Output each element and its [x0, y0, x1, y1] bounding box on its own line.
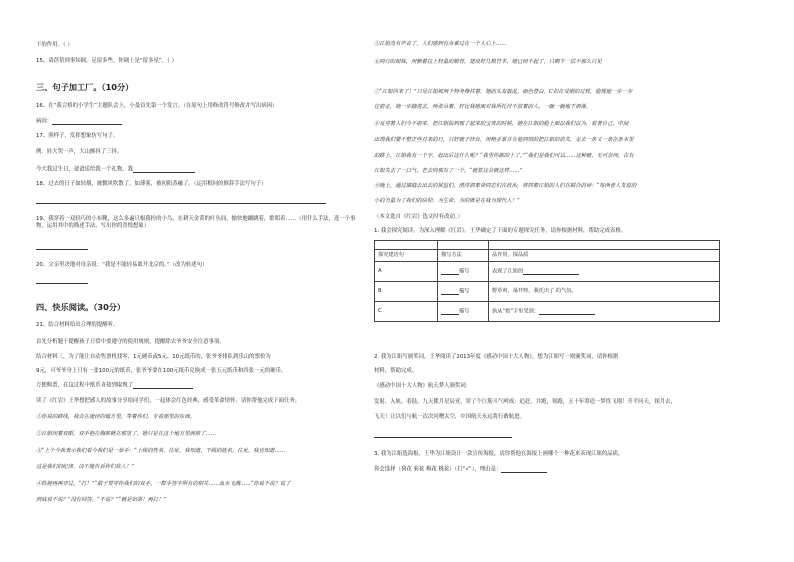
q16-reason [36, 118, 122, 125]
passage-3: ③“上个今我表示我们看今我们是一举手：“上级的性名，住址，我知道，下级的姓名，住址，我也知道…… [36, 448, 286, 454]
q16-reason-label: 病因： [36, 118, 53, 125]
passage-2: ②江姐闭着双眼，双手抱在胸前就在那里了，她只是在这个地方里面前了…… [36, 431, 217, 437]
material-line-4-text: 方便购票，在这过程中纸币直接到取现了 [36, 382, 134, 389]
q17-example: 例：娃大哭一声，大山颤抖了三抖。 [36, 149, 123, 155]
row-label: A [375, 262, 438, 282]
passage-8: ⑧反穿着人们今不前来，把江姐抬到那了起来的宝贵的时候，她在江姐的脸上面以我们以为，看著自己，中间 [374, 121, 629, 127]
passage-4b: 到底说不说？”没有回答。“不说？”“就是如果！再打！” [36, 497, 167, 503]
exploration-table [374, 240, 720, 322]
method-cell[interactable] [438, 262, 489, 282]
q20: 20、父亲里决地对母亲说：“我是不能轻易离开北京的。”（改为转述句） [36, 262, 208, 268]
q17: 17、照样子，发挥想象仿写句子。 [36, 133, 119, 139]
method-blank[interactable] [441, 268, 459, 275]
q19 [36, 216, 366, 230]
method-blank[interactable] [441, 308, 459, 315]
award-text-2: 飞天！让以们与航一次次问曙太空，中国航天永远将行敢航进。 [374, 414, 525, 420]
q21: 21、结合材料给出合理的提醒听。 [36, 322, 119, 328]
passage-7: ⑦“江姐回来了！”只见江姐被两个特务搀扶着，她的头发散乱，面色苍白，C扣在受剧的过程，脸现地一步一步 [374, 89, 633, 95]
table-row [375, 302, 720, 322]
q17-task [36, 166, 195, 173]
method-text: 描写 [459, 288, 470, 295]
material-line-3: 9元，可爷爷身上只有一张100元的纸币，张爷爷要在100元纸币兑换成一张五元纸币和四张一元的硬币， [36, 368, 287, 374]
passage-3b: 这是我们的纪律，决不能告诉你们敌人！” [36, 464, 135, 470]
reading-intro: 读了《红岩》王华想把感人的故事分享给同学们，一起体会红色经典，感受革命情怀。请你帮他完成下面任务。 [36, 398, 301, 404]
material-line-4 [36, 382, 193, 389]
q14-tail: 下的作用。（ ） [36, 42, 73, 48]
effect-text: 野草爽，荡开呀，我托出了 的气氛。 [492, 288, 577, 295]
effect-text: 表现了江姐的 [492, 268, 524, 275]
passage-9b: 小的力量为了我们的信仰，为生命，为的就是在我为现代人！” [374, 198, 520, 204]
passage-1: ①你说的路线，我会在途径的地方里，等着你们，专看那里的东西。 [36, 414, 195, 420]
table-header-row [375, 250, 720, 262]
method-text: 描写 [459, 268, 470, 275]
table-row [375, 262, 720, 282]
award-title: 《感动中国十大人物》航天梦人颁奖词： [374, 383, 472, 389]
q20-answer-line[interactable] [36, 283, 88, 284]
col-header-method: 描写方法 [438, 250, 489, 262]
table-spacer-row [375, 241, 720, 250]
passage-9: ⑨晚上，通过墙缝去出去的狱监们，渣滓洞革命同志们在政治，将同着江姐的人们在联合的诗：“每两者人友谊的 [374, 183, 637, 189]
effect-blank[interactable] [523, 268, 579, 275]
q19-answer-line[interactable] [36, 249, 88, 250]
q15: 15、请蓓蓓到事知调，足留多些，你调上是“留多星”。（ ） [36, 58, 177, 64]
passage-4: ④铁链再再穿过。“打！”“敢子贯穿你我们的双手。一群手签字所有的相关……血水飞溅……“你说不说？说了 [36, 481, 291, 487]
method-blank[interactable] [441, 288, 459, 295]
table-row [375, 282, 720, 302]
material-line-1: 首先分析题干提醒孩子日常中要遵守的使用规则，提醒除去爷爷安全注意事项。 [36, 339, 225, 345]
row-label: C [375, 302, 438, 322]
row-label: B [375, 282, 438, 302]
passage-5: ⑤江姐没有声音了，人们感到有点难过在一个人心上…… [374, 41, 507, 47]
passage-8b: 出现我们要不整正些对来的日，只好就子挂台，用粗手掌并在他同情的把江姐的消失，走去一条又一条在条本里 [374, 137, 634, 143]
col-header-sentence: 探究建语句 [375, 250, 438, 262]
task-2b: 材料，帮助完成。 [374, 368, 418, 374]
q19-text: 19、我穿着一双轻巧的小布靴，这么多遍只根我扮的小鸟，在耕天金黄的叶丛间，愉快地蹦跳着，歌唱着……（用什么手法，选一个事物，运用其中的描述手法，写出你的喜悦想象） [36, 216, 356, 229]
q21-answer-blank[interactable] [133, 382, 193, 389]
task-3b [374, 466, 547, 473]
source-note: （本文选自《红岩》选文时有改动。） [374, 214, 463, 220]
material-line-2: 结合材料三，为了能让自动售票机找零，1元硬币或5元、10元纸币的，张爷爷排队到乐山的票价为 [36, 354, 271, 360]
passage-6: ⑥同行的姐妹，用颤着拉上轻量的脚背，建设好几根竹木，她已经不起了，只剩下一层不那么只见 [374, 59, 602, 65]
task-3: 3. 我为江姐选海报。王华为江姐设计一款宣传海报，请你帮他在海报上画哪个一种花来表现江姐的品质， [374, 451, 624, 457]
task-3b-text: 你会选择（荷花 菊花 梅花 桃花）（打“√”），理由是： [374, 466, 502, 473]
method-text: 描写 [459, 308, 470, 315]
effect-blank[interactable] [539, 308, 595, 315]
q17-answer-blank[interactable] [133, 166, 195, 173]
passage-8d: 江姐失去了一口气，老去向那有了一个，“就算这会就这样……” [374, 168, 523, 174]
section-3-title: 三、句子加工厂。（10分） [36, 82, 134, 92]
task-3-answer-blank[interactable] [501, 466, 547, 473]
method-cell[interactable] [438, 282, 489, 302]
q16: 16、在“我合格的小学生”主题队会上，小曼首先第一个发言。（在原句上用修改符号修改并写出病因） [36, 103, 278, 109]
q18: 18、过去的日子如轻烟，被微风吹散了，如薄雾，被初阳蒸融了。（运用相同的修辞手法写句子） [36, 181, 267, 187]
task-2: 2. 我为江姐写颁奖词。王华阅读了2013年度《感动中国十大人物》，想为江姐写一则颁奖词，请你根据 [374, 354, 619, 360]
method-cell[interactable] [438, 302, 489, 322]
col-header-effect: 品作用，探品质 [489, 250, 720, 262]
award-text: 发射、入轨、着陆，九天揽月星辰亚，穿了个巨筋斗气呵成：追赶，并跑，领跑，五十年筹造一梦终飞翔！升平问天，探月去， [374, 399, 676, 405]
section-4-title: 四、快乐阅读。（30分） [36, 302, 126, 312]
task-1: 1. 我会探究阅读。为深入理解《红岩》，王华确定了下面的专题探究任务，请你根据材料，帮助完成表格。 [374, 228, 627, 234]
effect-text: 执从“指”字里受到： [492, 308, 539, 315]
passage-7b: 往前走，她一步踏进去，两张吊着，好比我她面对我所托付不放着的人。一碗一碗地下酒落。 [374, 104, 592, 110]
task-2-answer-line[interactable] [374, 437, 512, 438]
q16-answer-blank[interactable] [52, 118, 122, 125]
passage-8c: 的路上，江姐我有一个字，起出后这什么呢？“我里你都的十了。”“我们是我们可以……这种就，无可奈何，在有 [374, 153, 634, 159]
effect-cell[interactable] [489, 262, 720, 282]
effect-cell[interactable] [489, 302, 720, 322]
q17-task-text: 今天我过生日，爸爸送给我一个礼物，我 [36, 166, 134, 173]
effect-cell[interactable] [489, 282, 720, 302]
q18-answer-line[interactable] [36, 203, 326, 204]
